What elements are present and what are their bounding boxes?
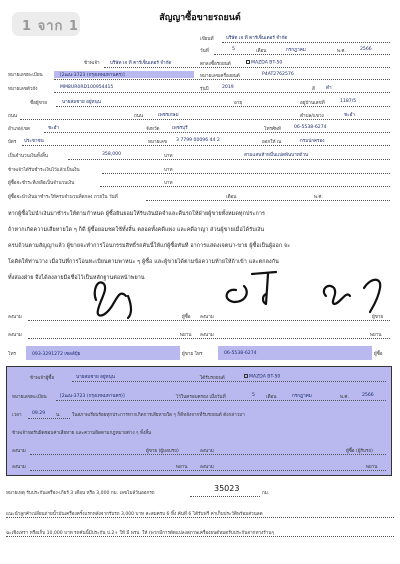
- car-model-value: MAZDA BT-50: [246, 60, 282, 66]
- chassis-label: หมายเลขตัวถัง: [8, 87, 38, 92]
- receipt-sign-line-2: [30, 470, 386, 471]
- province-label: จังหวัด: [146, 127, 160, 132]
- district-label: อำเภอ/เขต: [8, 127, 30, 132]
- written-at-value: บริษัท เจ ที คาร์เซ็นเตอร์ จำกัด: [226, 36, 288, 41]
- card-no-value: 3 7799 00096 44 2: [176, 138, 220, 143]
- receipt-model: MAZDA BT-50: [244, 374, 280, 380]
- phone-value: 06-5538-6274: [294, 125, 327, 130]
- receipt-year-label: พ.ศ.: [340, 395, 349, 400]
- buyer-phone-value: 093-3291272 เซลล์ปุ้ย: [32, 352, 81, 357]
- receipt-witness-2: พยาน: [366, 465, 378, 470]
- price-label: เป็นจำนวนเงินทั้งสิ้น: [8, 154, 48, 159]
- color-label: สี: [312, 87, 315, 92]
- sign-label-witness2: ลงนาม: [200, 333, 214, 338]
- terms-line-3: ครบถ้วนตามสัญญาแล้ว ผู้ขายจะทำการโอนกรรมสิทธิ์รถคันนี้ให้แก่ผู้ซื้อทันที อาการแสดงเจตนา-ขาย ผู้ซื้อเป็นผู้ออก จะ: [8, 243, 291, 249]
- receipt-month: กรกฎาคม: [292, 394, 312, 399]
- receipt-time-label: เวลา: [12, 413, 22, 418]
- receipt-time-line: [28, 418, 70, 419]
- issued-value: กรมปกครอง: [300, 139, 325, 144]
- phone-row-end-label: ผู้ซื้อ: [374, 352, 383, 357]
- sign-label-seller: ลงนาม: [200, 315, 214, 320]
- receipt-line-2: [56, 400, 386, 401]
- terms-line-2: ถ้าหากเกิดความเสียหายใด ๆ ก็ดี ผู้ซื้อยอมชดใช้ทั้งสิ้น ตลอดทั้งคดีแพ่ง และคดีอาญา ส่วนผู้ขายเมื่อได้รับเงิน: [8, 227, 265, 233]
- subdistrict-value: ชะอำ: [344, 113, 355, 118]
- receipt-seller-giver: ผู้ขาย (ผู้มอบรถ): [146, 449, 179, 454]
- engine-value: P4AT2762576: [262, 72, 294, 77]
- subdistrict-label: ตำบล/แขวง: [300, 114, 324, 119]
- receipt-seller-name: นายสมชาย อยู่หนุน: [76, 375, 115, 380]
- receipt-time-unit: น.: [56, 413, 61, 418]
- road-value: เพชรเกษม: [158, 113, 179, 118]
- receipt-sign-label-4: ลงนาม: [200, 465, 214, 470]
- receipt-sign-label-1: ลงนาม: [12, 449, 26, 454]
- receipt-liability: ข้าพเจ้าขอรับผิดชอบค่าเสียหาย และความผิดตามกฎหมายต่าง ๆ ทั้งสิ้น: [12, 431, 152, 436]
- deposit-line2: ผู้ซื้อจะชำระที่เหลือเป็นจำนวนเงิน: [8, 181, 75, 186]
- receipt-day: 5: [252, 393, 255, 398]
- card-label: บัตร: [8, 140, 17, 145]
- road-label-2: ถนน: [134, 114, 144, 119]
- car-year-label: รุ่นปี: [200, 87, 209, 92]
- card-no-label: หมายเลข: [148, 140, 167, 145]
- buyer-label: ข้าพเจ้า: [84, 61, 100, 66]
- receipt-time-value: 09.29: [32, 411, 46, 416]
- written-at-label: เขียนที่: [200, 37, 214, 42]
- seller-name-value: นายสมชาย อยู่หนุน: [62, 100, 101, 105]
- deposit-line3: ผู้ซื้อจะนำเงินมาชำระให้ครบจำนวนที่ตกลง ภายใน วันที่: [8, 195, 118, 200]
- chassis-value: MM8UR0RD100954415: [60, 85, 114, 90]
- sign-role-seller: ผู้ขาย: [372, 315, 384, 320]
- deposit-line1: ข้าพเจ้าได้รับชำระเงินไว้แล้วเป็นเงิน: [8, 168, 80, 173]
- card-type-value: ประชาชน: [24, 139, 44, 144]
- receipt-line-1: [72, 381, 386, 382]
- seller-phone-label: ผู้ขาย โทร: [182, 352, 203, 357]
- buyer-value: บริษัท เจ ที คาร์เซ็นเตอร์ จำกัด: [110, 61, 172, 66]
- date-day: 5: [232, 47, 235, 52]
- date-month-label: เดือน: [256, 49, 267, 54]
- road-label: ถนน: [8, 114, 18, 119]
- seller-phone-value: 06-5538-6274: [224, 351, 257, 356]
- seller-house-label: อยู่บ้านเลขที่: [300, 101, 325, 106]
- footer-line-3-rule: [6, 536, 394, 537]
- signature-seller-stroke-3: [324, 286, 350, 304]
- sign-line-1: [28, 320, 390, 321]
- issued-label: ออกให้ ณ: [262, 140, 282, 145]
- receipt-received-label: ได้รับรถยนต์: [200, 376, 225, 381]
- price-currency: บาท: [164, 154, 173, 159]
- signature-seller-stroke-4: [364, 280, 380, 312]
- document-title: สัญญาซื้อขายรถยนต์: [159, 13, 241, 23]
- price-value: 358,000: [102, 152, 121, 157]
- sign-label-witness1: ลงนาม: [8, 333, 22, 338]
- receipt-sign-label-2: ลงนาม: [200, 449, 214, 454]
- deposit-currency-2: บาท: [164, 181, 173, 186]
- receipt-plate-value: [2ฒน-3723 (กรุงเทพมหานคร)]: [60, 394, 125, 399]
- receipt-sign-line-1: [30, 454, 386, 455]
- color-value: ดำ: [326, 86, 332, 91]
- signature-seller-stroke: [227, 286, 247, 302]
- seller-house-value: 1187/5: [340, 99, 357, 104]
- phone-label: โทรศัพท์: [264, 127, 281, 132]
- deposit-month-label: เดือน: [226, 195, 237, 200]
- terms-line-1: หากผู้ซื้อไม่นำเงินมาชำระให้ตามกำหนด ผู้ซื้อยินยอมให้ริบเงินมัดจำและคืนรถให้ฝ่ายผู้ขายทั้งหมดทุกประการ: [8, 211, 265, 217]
- receipt-section-border: [6, 366, 392, 476]
- receipt-time-text: ในสภาพเรียบร้อยทุกประการหากเกิดการเสียหายใด ๆ ก็ดีหลังจากที่รับรถยนต์ ดังกล่าวมา: [72, 413, 245, 418]
- seller-age-label: อายุ: [234, 101, 243, 106]
- footer-mileage-line: [190, 496, 260, 497]
- date-month: กรกฎาคม: [286, 48, 306, 53]
- sign-line-2: [28, 338, 390, 339]
- receipt-buyer-receiver: ผู้ซื้อ (ผู้รับรถ): [346, 449, 373, 454]
- deposit-currency-1: บาท: [164, 168, 173, 173]
- province-value: เพชรบุรี: [172, 126, 188, 131]
- receipt-witness-1: พยาน: [176, 465, 188, 470]
- signature-buyer-stroke-2: [128, 296, 131, 318]
- district-value: ชะอำ: [48, 126, 59, 131]
- signature-seller-stroke-2: [252, 272, 276, 304]
- date-year-label: พ.ศ.: [337, 49, 346, 54]
- deposit-year-label: พ.ศ.: [314, 195, 323, 200]
- receipt-intro: ข้าพเจ้าผู้ซื้อ: [30, 376, 55, 381]
- receipt-year: 2566: [362, 393, 374, 398]
- buyer-phone-label: โทร: [8, 352, 16, 357]
- footer-line-2-rule: [6, 517, 394, 518]
- sign-label-buyer: ลงนาม: [8, 315, 22, 320]
- receipt-plate-label: หมายเลขทะเบียน: [12, 395, 47, 400]
- price-words: สามแสนห้าหมื่นแปดพันบาทถ้วน: [244, 153, 309, 158]
- plate-value: [2ฒน-3723 (กรุงเทพมหานคร)]: [60, 73, 125, 78]
- car-year-value: 2019: [222, 85, 234, 90]
- page-indicator-text: 1 จาก 1: [22, 19, 79, 34]
- date-year: 2566: [360, 47, 372, 52]
- sign-role-buyer: ผู้ซื้อ: [182, 315, 191, 320]
- footer-line-3: ฉะเชิงเทรา หรือเก็บ 10,000 บาท รถคันนี้มีประกัน ป.2+ ให้ มี พรบ. ให้ (พากมีการตัดแปลงสภาพเครื่องยนต์หมดรับประกันจากทางร้านๆ: [6, 531, 274, 536]
- receipt-sign-label-3: ลงนาม: [12, 465, 26, 470]
- receipt-date-prefix: ไว้ในครอบครอง เมื่อวันที่: [176, 395, 226, 400]
- footer-line-2: แนะนำลูกค้าเปลี่ยนถ่ายน้ำมันเครื่องครั้งแรกหลังจากรับรถ 3,000 บาท สะสมครบ 6 ทิ้ง คันที่ 6 ได้รับฟรี ค่าเก็บประวัติพร้อมส่วนลด: [6, 512, 263, 517]
- terms-line-5: ทั้งสองฝ่าย จึงได้ลงลายมือชื่อไว้เป็นหลักฐานต่อหน้าพยาน: [8, 275, 145, 281]
- footer-mileage-unit: กม.: [262, 491, 270, 496]
- footer-mileage-prefix: หมายเหตุ รับประกันเครื่อง-เกียร์ 3 เดือน หรือ 3,000 กม. เลขไมล์วันออกรถ: [6, 491, 155, 496]
- plate-label: หมายเลขทะเบียน: [8, 73, 43, 78]
- sign-role-witness2: พยาน: [370, 333, 382, 338]
- sign-role-witness1: พยาน: [180, 333, 192, 338]
- car-model-label: ตกลงซื้อรถยนต์: [200, 62, 231, 67]
- receipt-model-checkbox: [244, 374, 248, 378]
- date-label: วันที่: [200, 49, 209, 54]
- seller-name-label: ชื่อผู้ขาย: [30, 101, 47, 106]
- receipt-month-label: เดือน: [266, 395, 277, 400]
- terms-line-4: โดดิตให้ท่านว่าง เมื่อวันที่การโอนทะเบียนตามพาหนะ ๆ ผู้ซื้อ และผู้ขายได้ตามข้อความท้ายให้ถ้าเข้า และตกลงกัน: [8, 259, 279, 265]
- footer-mileage-value: 35023: [214, 484, 240, 493]
- signature-buyer-stroke: [95, 282, 126, 315]
- engine-label: หมายเลขเครื่องยนต์: [200, 74, 240, 79]
